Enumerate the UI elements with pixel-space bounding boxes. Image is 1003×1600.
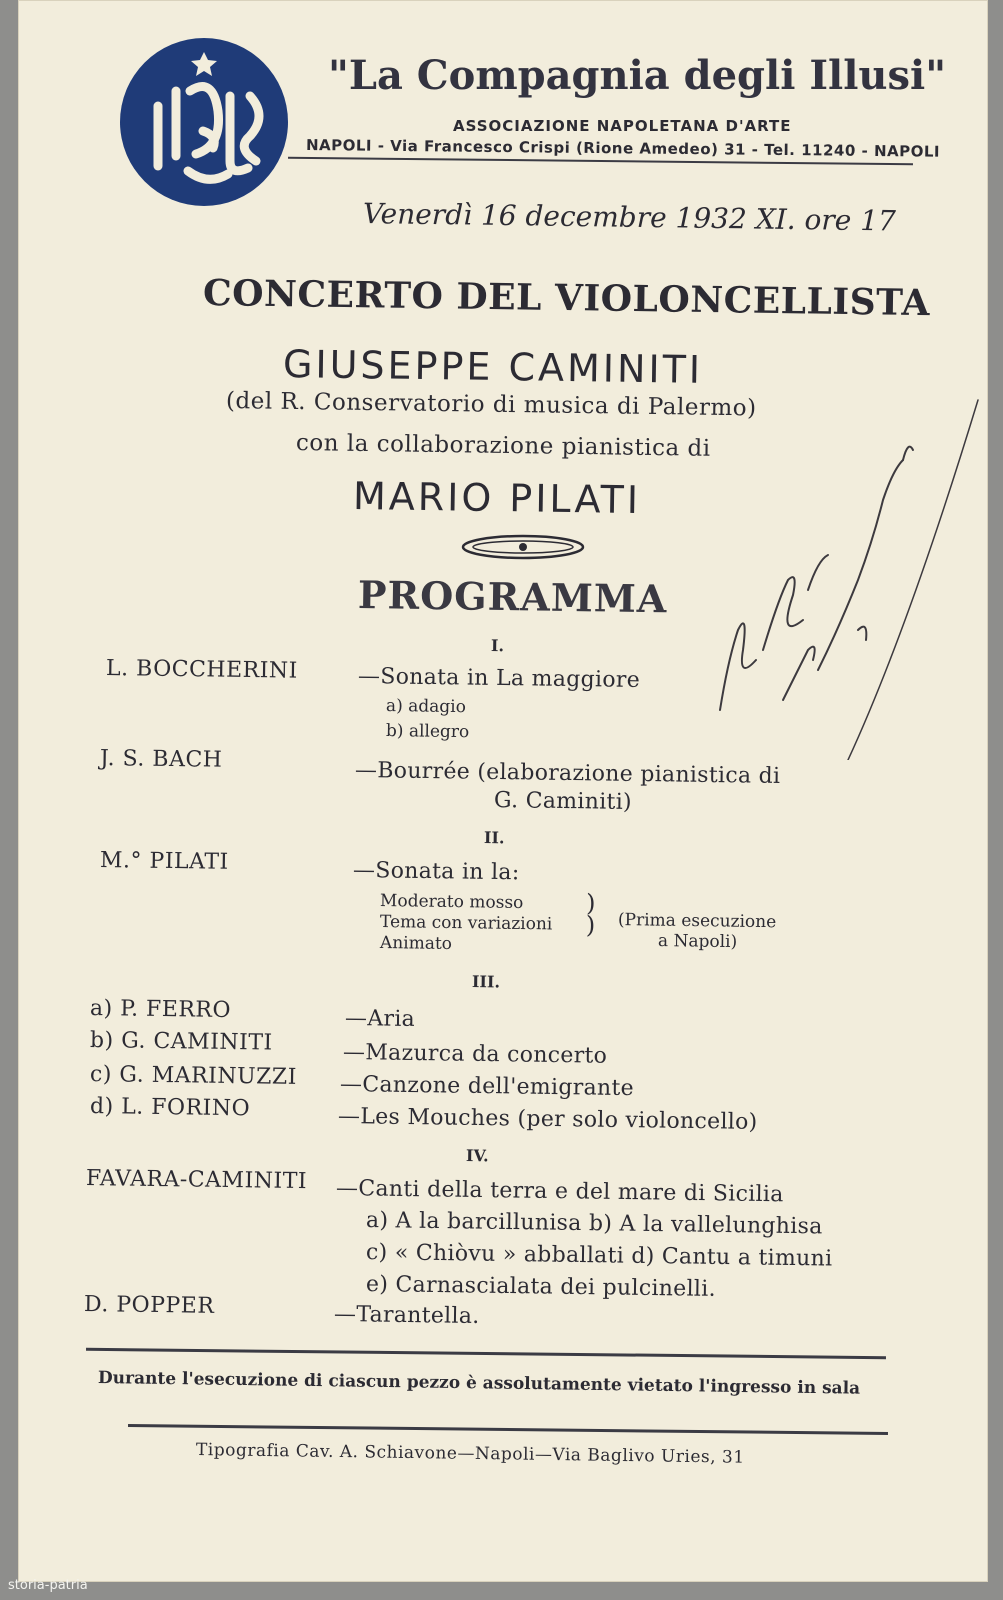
section-numeral: III.	[471, 972, 501, 992]
work-title: —Les Mouches (per solo violoncello)	[337, 1104, 758, 1135]
performer-affiliation: (del R. Conservatorio di musica di Palermo)	[225, 388, 757, 422]
section-numeral: II.	[483, 828, 505, 848]
work-title: —Mazurca da concerto	[342, 1040, 608, 1069]
movement: a) A la barcillunisa b) A la vallelunghisa	[365, 1208, 823, 1240]
collaboration-line: con la collaborazione pianistica di	[295, 430, 711, 462]
footer-divider	[86, 1348, 886, 1359]
work-title: —Canti della terra e del mare di Sicilia	[335, 1176, 784, 1208]
movement: Moderato mosso	[379, 891, 524, 914]
footer-divider	[128, 1424, 888, 1435]
premiere-note: a Napoli)	[657, 931, 738, 953]
work-title: —Bourrée (elaborazione pianistica di	[354, 758, 781, 789]
program-sheet	[18, 0, 988, 1582]
movement: Animato	[379, 933, 453, 955]
work-title: —Sonata in La maggiore	[357, 664, 641, 693]
work-title: —Sonata in la:	[352, 858, 520, 886]
organization-address: NAPOLI - Via Francesco Crispi (Rione Amedeo) 31 - Tel. 11240 - NAPOLI	[305, 136, 941, 161]
composer-name: D. POPPER	[83, 1292, 215, 1319]
program-heading: PROGRAMMA	[357, 572, 668, 622]
handwritten-annotation	[708, 380, 1003, 760]
concert-title: CONCERTO DEL VIOLONCELLISTA	[202, 272, 931, 325]
composer-name: d) L. FORINO	[89, 1094, 251, 1122]
organization-title: "La Compagnia degli Illusi"	[328, 52, 947, 99]
performer-name: GIUSEPPE CAMINITI	[282, 342, 704, 392]
monogram-seal-icon	[118, 36, 290, 208]
composer-name: L. BOCCHERINI	[105, 656, 298, 684]
composer-name: M.° PILATI	[99, 848, 229, 875]
work-title: —Canzone dell'emigrante	[339, 1072, 635, 1102]
composer-name: FAVARA-CAMINITI	[85, 1166, 308, 1195]
composer-name: a) P. FERRO	[89, 996, 232, 1023]
work-title: —Tarantella.	[333, 1302, 480, 1330]
printer-line: Tipografia Cav. A. Schiavone—Napoli—Via Baglivo Uries, 31	[195, 1440, 745, 1468]
bracket: ) )	[585, 889, 596, 940]
watermark: storia-patria	[8, 1578, 88, 1593]
organization-subtitle: ASSOCIAZIONE NAPOLETANA D'ARTE	[453, 117, 792, 135]
movement: Tema con variazioni	[379, 912, 553, 935]
movement: b) allegro	[385, 721, 470, 743]
work-title-continued: G. Caminiti)	[493, 788, 633, 815]
premiere-note: (Prima esecuzione	[617, 910, 777, 933]
event-date: Venerdì 16 decembre 1932 XI. ore 17	[362, 197, 897, 238]
ornament-divider-icon	[460, 533, 586, 561]
section-numeral: IV.	[465, 1146, 489, 1166]
pianist-name: MARIO PILATI	[352, 474, 642, 523]
work-title: —Aria	[344, 1006, 416, 1032]
movement: a) adagio	[385, 696, 467, 718]
composer-name: J. S. BACH	[99, 746, 223, 773]
movement: c) « Chiòvu » abballati d) Cantu a timuni	[365, 1240, 833, 1272]
composer-name: c) G. MARINUZZI	[89, 1062, 298, 1090]
section-numeral: I.	[490, 636, 505, 656]
movement: e) Carnascialata dei pulcinelli.	[365, 1272, 717, 1302]
composer-name: b) G. CAMINITI	[89, 1028, 273, 1056]
entry-notice: Durante l'esecuzione di ciascun pezzo è assolutamente vietato l'ingresso in sala	[97, 1368, 861, 1399]
